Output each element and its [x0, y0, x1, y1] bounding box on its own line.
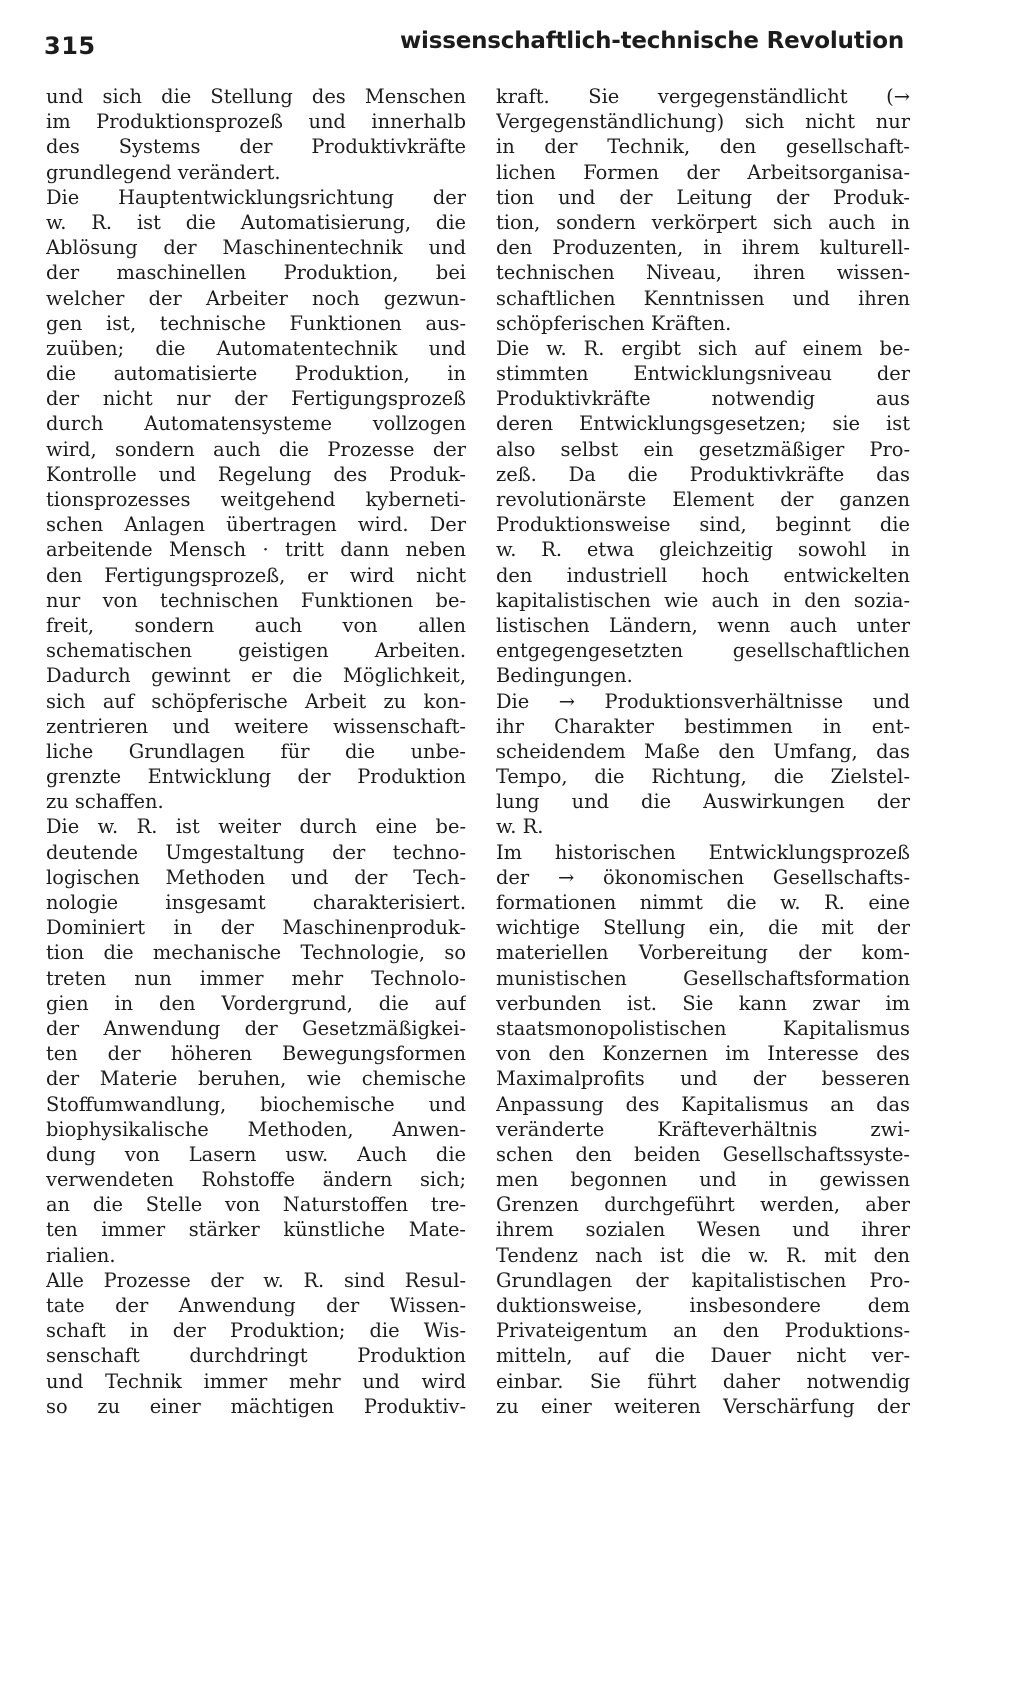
text-line: deutende Umgestaltung der techno- [46, 840, 466, 864]
text-line: deren Entwicklungsgesetzen; sie ist [496, 412, 910, 436]
text-line: Kontrolle und Regelung des Produk- [46, 462, 466, 486]
text-line: munistischen Gesellschaftsformation [496, 966, 910, 990]
text-line: Im historischen Entwicklungsprozeß [496, 840, 910, 864]
text-line: liche Grundlagen für die unbe- [46, 739, 466, 763]
text-line: zuüben; die Automatentechnik und [46, 336, 466, 360]
text-line: revolutionärste Element der ganzen [496, 488, 910, 511]
text-line: Dadurch gewinnt er die Möglichkeit, [46, 664, 466, 688]
text-line: listischen Ländern, wenn auch unter [496, 613, 910, 637]
text-line: Grundlagen der kapitalistischen Pro- [496, 1268, 910, 1292]
text-line: treten nun immer mehr Technolo- [46, 966, 466, 990]
text-line: an die Stelle von Naturstoffen tre- [46, 1193, 466, 1217]
text-line: in der Technik, den gesellschaft- [496, 135, 910, 159]
text-column-left [46, 84, 466, 1419]
text-line: der Materie beruhen, wie chemische [46, 1067, 466, 1091]
text-line: arbeitende Mensch · tritt dann neben [46, 538, 466, 562]
text-line: freit, sondern auch von allen [46, 613, 466, 637]
text-line: grenzte Entwicklung der Produktion [46, 765, 466, 789]
text-line: duktionsweise, insbesondere dem [496, 1294, 910, 1317]
text-line: so zu einer mächtigen Produktiv- [46, 1394, 466, 1418]
text-line: durch Automatensysteme vollzogen [46, 412, 466, 436]
text-line: des Systems der Produktivkräfte [46, 135, 466, 159]
text-line: einbar. Sie führt daher notwendig [496, 1369, 910, 1393]
text-line: und sich die Stellung des Menschen [46, 85, 466, 108]
text-line: tion die mechanische Technologie, so [46, 941, 466, 965]
text-line: tion und der Leitung der Produk- [496, 185, 910, 209]
text-line: welcher der Arbeiter noch gezwun- [46, 286, 466, 310]
text-line: schen den beiden Gesellschaftssyste- [496, 1142, 910, 1166]
text-line: grundlegend verändert. [46, 160, 281, 184]
text-line: Die Hauptentwicklungsrichtung der [46, 185, 466, 209]
text-line: veränderte Kräfteverhältnis zwi- [496, 1117, 910, 1141]
text-line: tate der Anwendung der Wissen- [46, 1294, 466, 1317]
text-line: w. R. [496, 815, 544, 839]
text-line: Die → Produktionsverhältnisse und [496, 689, 910, 713]
text-line: Stoffumwandlung, biochemische und [46, 1092, 466, 1116]
text-line: den industriell hoch entwickelten [496, 563, 910, 587]
text-line: zu schaffen. [46, 790, 164, 814]
text-column-right [496, 84, 910, 1419]
text-line: Produktionsweise sind, beginnt die [496, 513, 910, 537]
text-line: logischen Methoden und der Tech- [46, 865, 466, 889]
text-line: entgegengesetzten gesellschaftlichen [496, 639, 910, 663]
text-line: schöpferischen Kräften. [496, 311, 732, 335]
text-line: Anpassung des Kapitalismus an das [496, 1092, 910, 1116]
text-line: tionsprozesses weitgehend kyberneti- [46, 488, 466, 511]
text-line: tion, sondern verkörpert sich auch in [496, 210, 910, 234]
text-line: die automatisierte Produktion, in [46, 362, 466, 386]
text-line: den Produzenten, in ihrem kulturell- [496, 236, 910, 260]
text-line: kraft. Sie vergegenständlicht (→ [496, 85, 910, 108]
text-line: schaftlichen Kenntnissen und ihren [496, 286, 910, 310]
text-line: ten der höheren Bewegungsformen [46, 1042, 466, 1066]
text-line: nologie insgesamt charakterisiert. [46, 891, 466, 914]
text-line: den Fertigungsprozeß, er wird nicht [46, 563, 466, 587]
text-line: gien in den Vordergrund, die auf [46, 991, 466, 1015]
text-line: verbunden ist. Sie kann zwar im [496, 991, 910, 1015]
text-line: ihrem sozialen Wesen und ihrer [496, 1218, 910, 1242]
text-line: Grenzen durchgeführt werden, aber [496, 1193, 910, 1217]
text-line: verwendeten Rohstoffe ändern sich; [46, 1168, 466, 1192]
text-line: w. R. etwa gleichzeitig sowohl in [496, 538, 910, 562]
text-line: lung und die Auswirkungen der [496, 790, 910, 814]
text-line: lichen Formen der Arbeitsorganisa- [496, 160, 910, 184]
text-line: Alle Prozesse der w. R. sind Resul- [46, 1268, 466, 1292]
text-line: wird, sondern auch die Prozesse der [46, 437, 466, 461]
text-line: w. R. ist die Automatisierung, die [46, 210, 466, 234]
text-line: nur von technischen Funktionen be- [46, 588, 466, 612]
text-line: und Technik immer mehr und wird [46, 1369, 466, 1393]
text-line: Bedingungen. [496, 664, 633, 688]
text-line: rialien. [46, 1243, 116, 1267]
text-line: im Produktionsprozeß und innerhalb [46, 110, 466, 134]
text-line: Maximalprofits und der besseren [496, 1067, 910, 1091]
text-line: mitteln, auf die Dauer nicht ver- [496, 1344, 910, 1368]
text-line: von den Konzernen im Interesse des [496, 1042, 910, 1066]
text-line: Dominiert in der Maschinenproduk- [46, 916, 466, 940]
text-line: technischen Niveau, ihren wissen- [496, 261, 910, 285]
text-line: senschaft durchdringt Produktion [46, 1344, 466, 1368]
running-head [44, 28, 904, 68]
text-line: also selbst ein gesetzmäßiger Pro- [496, 437, 910, 461]
text-line: staatsmonopolistischen Kapitalismus [496, 1016, 910, 1040]
text-line: Die w. R. ist weiter durch eine be- [46, 815, 466, 839]
text-line: Produktivkräfte notwendig aus [496, 387, 910, 411]
text-line: ihr Charakter bestimmen in ent- [496, 714, 910, 738]
text-line: sich auf schöpferische Arbeit zu kon- [46, 689, 466, 713]
text-line: schaft in der Produktion; die Wis- [46, 1319, 466, 1343]
text-line: gen ist, technische Funktionen aus- [46, 311, 466, 335]
text-line: kapitalistischen wie auch in den sozia- [496, 588, 910, 612]
text-line: ten immer stärker künstliche Mate- [46, 1218, 466, 1242]
text-line: der maschinellen Produktion, bei [46, 261, 466, 285]
text-line: dung von Lasern usw. Auch die [46, 1142, 466, 1166]
text-line: Privateigentum an den Produktions- [496, 1319, 910, 1343]
text-line: Tendenz nach ist die w. R. mit den [496, 1243, 910, 1267]
text-line: Tempo, die Richtung, die Zielstel- [496, 765, 910, 789]
text-line: zeß. Da die Produktivkräfte das [496, 462, 910, 486]
text-line: formationen nimmt die w. R. eine [496, 891, 910, 914]
text-line: schematischen geistigen Arbeiten. [46, 639, 466, 663]
text-line: der Anwendung der Gesetzmäßigkei- [46, 1016, 466, 1040]
text-line: materiellen Vorbereitung der kom- [496, 941, 910, 965]
text-line: zentrieren und weitere wissenschaft- [46, 714, 466, 738]
text-line: der nicht nur der Fertigungsprozeß [46, 387, 466, 411]
text-line: Ablösung der Maschinentechnik und [46, 236, 466, 260]
text-line: men begonnen und in gewissen [496, 1168, 910, 1192]
text-line: schen Anlagen übertragen wird. Der [46, 513, 466, 537]
text-line: stimmten Entwicklungsniveau der [496, 362, 910, 386]
text-line: zu einer weiteren Verschärfung der [496, 1394, 910, 1418]
text-line: scheidendem Maße den Umfang, das [496, 739, 910, 763]
page-number: 315 [44, 32, 96, 60]
text-line: der → ökonomischen Gesellschafts- [496, 865, 910, 889]
text-line: biophysikalische Methoden, Anwen- [46, 1117, 466, 1141]
running-title: wissenschaftlich-technische Revolution [399, 28, 904, 54]
text-line: Die w. R. ergibt sich auf einem be- [496, 336, 910, 360]
text-line: Vergegenständlichung) sich nicht nur [496, 110, 910, 134]
text-line: wichtige Stellung ein, die mit der [496, 916, 910, 940]
